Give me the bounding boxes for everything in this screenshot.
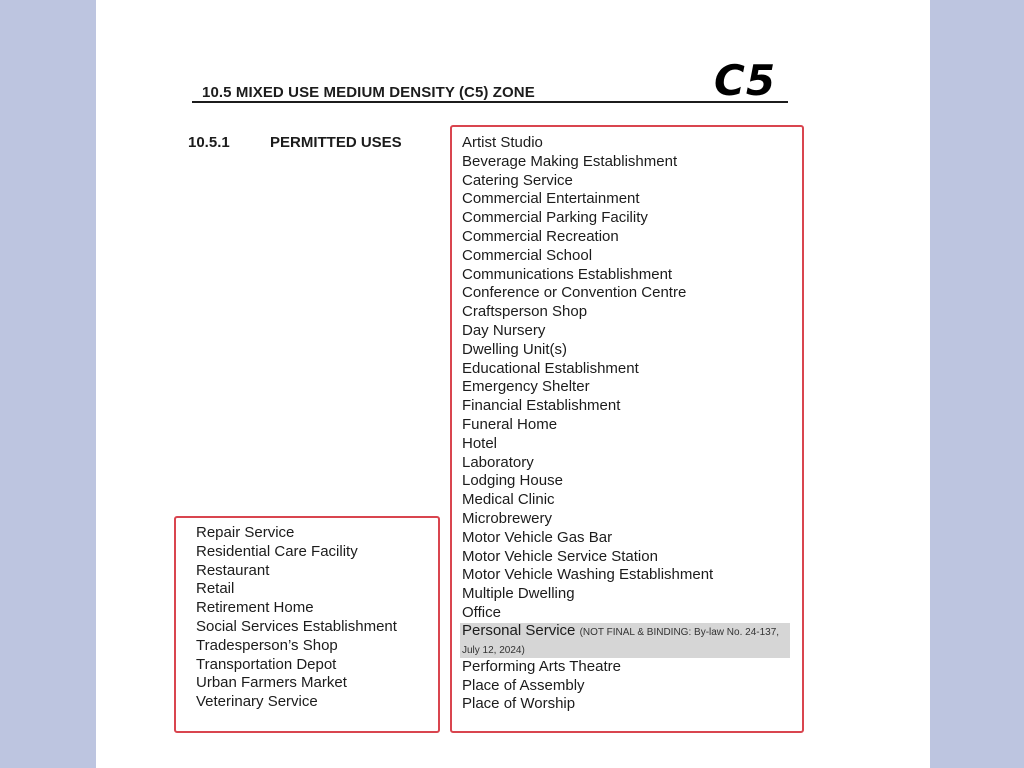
permitted-use-item: Commercial Parking Facility bbox=[462, 209, 648, 227]
permitted-use-item-highlighted bbox=[460, 623, 790, 658]
permitted-use-item: Urban Farmers Market bbox=[196, 674, 347, 692]
permitted-use-item: Residential Care Facility bbox=[196, 542, 358, 560]
permitted-use-item: Funeral Home bbox=[462, 415, 558, 433]
document-page bbox=[96, 0, 930, 768]
permitted-use-item: Medical Clinic bbox=[462, 491, 555, 509]
zone-heading: 10.5 MIXED USE MEDIUM DENSITY (C5) ZONE bbox=[202, 84, 535, 101]
permitted-use-item: Multiple Dwelling bbox=[462, 585, 575, 603]
zone-code-badge: C5 bbox=[714, 56, 777, 105]
highlighted-use-label: Personal Service bbox=[462, 621, 576, 639]
permitted-use-item: Artist Studio bbox=[462, 134, 543, 151]
permitted-use-item: Motor Vehicle Service Station bbox=[462, 547, 658, 565]
permitted-use-item: Place of Worship bbox=[462, 695, 576, 713]
permitted-use-item: Day Nursery bbox=[462, 321, 546, 339]
permitted-use-item: Catering Service bbox=[462, 171, 573, 189]
permitted-use-item: Financial Establishment bbox=[462, 397, 621, 415]
section-number: 10.5.1 bbox=[188, 134, 230, 151]
permitted-use-item: Office bbox=[462, 603, 501, 621]
permitted-use-item: Commercial School bbox=[462, 246, 593, 264]
permitted-use-item: Social Services Establishment bbox=[196, 617, 397, 635]
permitted-use-item: Beverage Making Establishment bbox=[462, 152, 678, 170]
permitted-use-item: Microbrewery bbox=[462, 509, 553, 527]
permitted-use-item: Conference or Convention Centre bbox=[462, 284, 687, 302]
permitted-use-item: Educational Establishment bbox=[462, 359, 639, 377]
section-title: PERMITTED USES bbox=[270, 134, 402, 151]
permitted-use-item: Lodging House bbox=[462, 472, 563, 490]
bylaw-note: (NOT FINAL & BINDING: By-law No. 24-137, July 12, 2024) bbox=[462, 626, 780, 656]
permitted-use-item: Laboratory bbox=[462, 453, 534, 471]
permitted-uses-list-left bbox=[196, 524, 397, 712]
permitted-use-item: Retirement Home bbox=[196, 599, 314, 617]
permitted-use-item: Tradesperson’s Shop bbox=[196, 636, 338, 654]
permitted-use-item: Transportation Depot bbox=[196, 655, 337, 673]
permitted-use-item: Performing Arts Theatre bbox=[462, 657, 621, 675]
permitted-use-item: Craftsperson Shop bbox=[462, 303, 588, 321]
permitted-use-item: Retail bbox=[196, 580, 235, 598]
permitted-use-item: Veterinary Service bbox=[196, 693, 318, 711]
permitted-use-item: Emergency Shelter bbox=[462, 378, 590, 396]
permitted-uses-list-right bbox=[462, 134, 790, 714]
permitted-use-item: Dwelling Unit(s) bbox=[462, 340, 568, 358]
permitted-use-item: Place of Assembly bbox=[462, 676, 585, 694]
permitted-use-item: Restaurant bbox=[196, 561, 270, 579]
heading-underline bbox=[192, 101, 788, 103]
permitted-use-item: Commercial Entertainment bbox=[462, 190, 640, 208]
permitted-use-item: Motor Vehicle Washing Establishment bbox=[462, 566, 714, 584]
permitted-use-item: Repair Service bbox=[196, 524, 295, 541]
permitted-use-item: Hotel bbox=[462, 434, 498, 452]
permitted-use-item: Communications Establishment bbox=[462, 265, 673, 283]
permitted-use-item: Motor Vehicle Gas Bar bbox=[462, 528, 613, 546]
permitted-use-item: Commercial Recreation bbox=[462, 227, 619, 245]
